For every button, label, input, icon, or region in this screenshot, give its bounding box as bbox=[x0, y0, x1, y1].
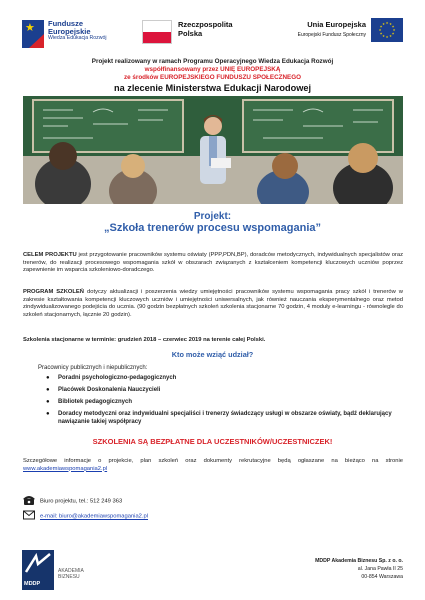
unia-europejska-logo bbox=[263, 18, 403, 52]
rp-line2: Polska bbox=[178, 29, 203, 38]
svg-text:★: ★ bbox=[382, 22, 385, 27]
company-name: MDDP Akademia Biznesu Sp. z o. o. bbox=[315, 558, 403, 564]
phone-icon bbox=[23, 495, 35, 507]
project-title: „Szkoła trenerów procesu wspomagania” bbox=[103, 222, 321, 234]
goal-text: jest przygotowanie pracowników systemu oświaty (PPP,PDN,BP), doradców metodycznych, indywidualnych specjalistów oraz trenerów, do realizacji procesowego wspomagania szkół w obszarach związanych z kształceniem kompetencji kluczowych uczniów poprzez zapewnienie im wsparcia szkoleniowo-doradczego. bbox=[23, 252, 403, 274]
info-paragraph bbox=[23, 458, 403, 473]
svg-text:★: ★ bbox=[382, 33, 385, 38]
eu-flag-icon bbox=[371, 18, 403, 42]
mddp-label: MDDP bbox=[24, 581, 41, 587]
fe-mark-icon bbox=[22, 20, 44, 48]
list-item: ● Bibliotek pedagogicznych bbox=[46, 398, 396, 406]
company-city: 00-854 Warszawa bbox=[361, 574, 403, 580]
header-line2: współfinansowany przez UNIĘ EUROPEJSKĄ bbox=[144, 66, 281, 73]
list-item: ● Placówek Doskonalenia Nauczycieli bbox=[46, 386, 396, 394]
mddp-logo bbox=[22, 550, 142, 590]
ue-sub: Europejski Fundusz Społeczny bbox=[297, 32, 366, 38]
program-paragraph bbox=[23, 289, 403, 320]
info-text: Szczegółowe informacje o projekcie, plan szkoleń oraz dokumenty rekrutacyjne będą ogłaszane na bieżąco na stronie bbox=[23, 458, 403, 464]
logo-bar bbox=[22, 18, 403, 52]
fe-sub: Wiedza Edukacja Rozwój bbox=[48, 35, 107, 41]
fe-line2: Europejskie bbox=[48, 27, 91, 36]
ue-line1: Unia Europejska bbox=[307, 20, 366, 29]
phone-contact bbox=[23, 495, 122, 507]
classroom-photo bbox=[23, 96, 403, 204]
list-item: ● Doradcy metodyczni oraz indywidualni specjaliści i trenerzy świadczący usługi w obszarze oświaty, bądź deklarujący nawiązanie takiej współpracy bbox=[46, 410, 396, 426]
star-icon: ★ bbox=[25, 22, 35, 34]
svg-text:★: ★ bbox=[389, 22, 392, 27]
header-line3: ze środków EUROPEJSKIEGO FUNDUSZU SPOŁECZNEGO bbox=[123, 74, 302, 81]
header-line1: Projekt realizowany w ramach Programu Operacyjnego Wiedza Edukacja Rozwój bbox=[91, 58, 334, 65]
svg-text:★: ★ bbox=[379, 24, 383, 29]
svg-text:★: ★ bbox=[378, 28, 382, 32]
header-line4: na zlecenie Ministerstwa Edukacji Narodowej bbox=[113, 83, 312, 93]
eligibility-heading: Kto może wziąć udział? bbox=[171, 350, 254, 359]
email-link[interactable]: e-mail: biuro@akademiawspomagania2.pl bbox=[40, 513, 149, 520]
polish-flag-icon bbox=[142, 20, 172, 44]
svg-text:★: ★ bbox=[391, 31, 395, 36]
company-street: al. Jana Pawła II 25 bbox=[357, 566, 403, 572]
program-text: dotyczy aktualizacji i poszerzenia wiedzy umiejętności pracowników systemu wspomagania pracy szkół i trenerów w zakresie kształtowania kompetencji kluczowych uczniów i umiejętności uniwersalnych, jak również nauczania eksperymentalnego oraz metod zindywidualizowanego podejścia do ucznia. (90 godzin bezpłatnych szkoleń szkolenia stacjonarne 70 godzin, 4 moduły e-learningu - równolegle do szkoleń stacjonarnych, łącznie 20 godzin). bbox=[23, 289, 403, 319]
rzeczpospolita-logo bbox=[142, 18, 262, 52]
free-notice: SZKOLENIA SĄ BEZPŁATNE DLA UCZESTNIKÓW/UCZESTNICZEK! bbox=[92, 437, 333, 446]
rp-line1: Rzeczpospolita bbox=[178, 20, 233, 29]
eligibility-intro: Pracownicy publicznych i niepublicznych: bbox=[38, 365, 148, 371]
phone-text: Biuro projektu, tel.: 512 249 363 bbox=[40, 498, 123, 505]
goal-paragraph bbox=[23, 252, 403, 275]
svg-text:★: ★ bbox=[389, 33, 392, 38]
program-lead: PROGRAM SZKOLEŃ bbox=[23, 289, 84, 295]
svg-text:★: ★ bbox=[385, 34, 389, 39]
project-label: Projekt: bbox=[193, 211, 232, 222]
fundusze-europejskie-logo bbox=[22, 18, 142, 52]
email-icon bbox=[23, 510, 35, 522]
svg-text:★: ★ bbox=[392, 28, 396, 32]
eligibility-list bbox=[46, 374, 396, 430]
logo-line2: BIZNESU bbox=[58, 574, 80, 580]
email-contact bbox=[23, 510, 148, 522]
schedule-paragraph: Szkolenia stacjonarne w terminie: grudzień 2018 – czerwiec 2019 na terenie całej Polski. bbox=[23, 337, 266, 343]
list-item: ● Poradni psychologiczno-pedagogicznych bbox=[46, 374, 396, 382]
goal-lead: CELEM PROJEKTU bbox=[23, 252, 77, 258]
fe-line1: Fundusze bbox=[48, 19, 83, 28]
svg-text:★: ★ bbox=[391, 24, 395, 29]
company-address bbox=[315, 557, 403, 581]
svg-text:★: ★ bbox=[385, 21, 389, 26]
svg-text:★: ★ bbox=[379, 31, 383, 36]
website-link[interactable]: www.akademiawspomagania2.pl bbox=[23, 465, 108, 472]
logo-line1: AKADEMIA bbox=[58, 568, 84, 574]
